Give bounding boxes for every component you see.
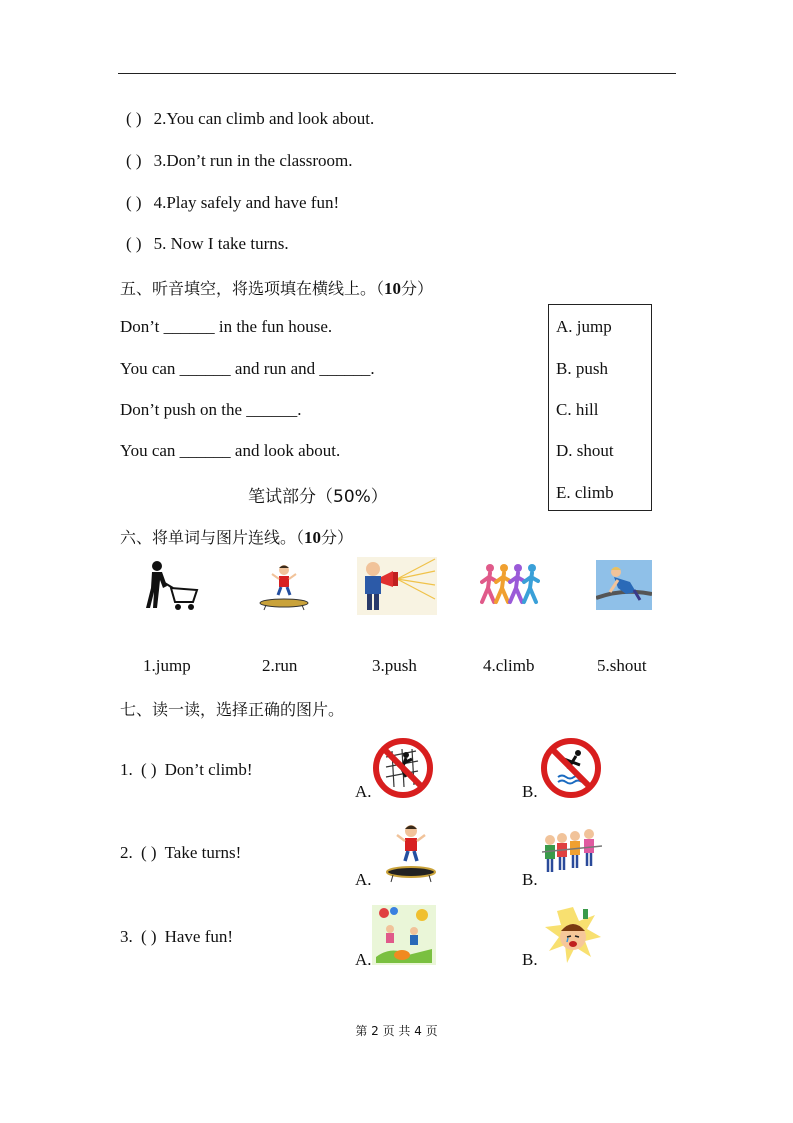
question-number: 1. (120, 760, 133, 779)
item-text: 4.Play safely and have fun! (153, 193, 340, 212)
word-1-jump[interactable]: 1.jump (143, 656, 191, 675)
option-a-label[interactable]: A. (355, 782, 372, 801)
option-b-label[interactable]: B. (522, 782, 538, 801)
fill-sentence-2: You can ______ and run and ______. (120, 359, 375, 378)
item-text: 2.You can climb and look about. (153, 109, 375, 128)
option-e: E. climb (556, 483, 614, 502)
trampoline-jump-icon[interactable] (385, 822, 437, 884)
crying-child-icon[interactable] (543, 905, 603, 965)
judge-item-5 (126, 234, 289, 254)
fill-sentence-4: You can ______ and look about. (120, 441, 341, 460)
written-part-heading: 笔试部分（50%） (248, 487, 388, 507)
judge-item-2 (126, 109, 374, 129)
option-b: B. push (556, 359, 608, 378)
page-footer: 第 2 页 共 4 页 (355, 1024, 438, 1038)
judge-item-3 (126, 151, 353, 171)
option-a-label[interactable]: A. (355, 870, 372, 889)
judge-item-4 (126, 193, 339, 213)
question-number: 2. (120, 843, 133, 862)
no-climbing-sign-icon[interactable] (372, 737, 434, 799)
question-2 (120, 843, 241, 863)
answer-paren[interactable]: ( ) (141, 927, 157, 946)
option-d: D. shout (556, 441, 614, 460)
fill-sentence-3: Don’t push on the ______. (120, 400, 302, 419)
answer-paren[interactable]: ( ) (126, 109, 142, 128)
question-3 (120, 927, 233, 947)
section-7-title: 七、读一读，选择正确的图片。 (120, 700, 345, 719)
question-text: Don’t climb! (164, 760, 253, 779)
option-b-label[interactable]: B. (522, 870, 538, 889)
section-5-title: 五、听音填空，将选项填在横线上。（10分） (120, 279, 434, 298)
answer-paren[interactable]: ( ) (141, 843, 157, 862)
option-a: A. jump (556, 317, 612, 336)
question-1 (120, 760, 253, 780)
shout-megaphone-icon[interactable] (357, 557, 437, 615)
word-5-shout[interactable]: 5.shout (597, 656, 647, 675)
word-2-run[interactable]: 2.run (262, 656, 298, 675)
option-b-label[interactable]: B. (522, 950, 538, 969)
item-text: 3.Don’t run in the classroom. (153, 151, 353, 170)
fill-sentence-1: Don’t ______ in the fun house. (120, 317, 333, 336)
section-6-title: 六、将单词与图片连线。（10分） (120, 528, 354, 547)
word-4-climb[interactable]: 4.climb (483, 656, 535, 675)
question-number: 3. (120, 927, 133, 946)
option-a-label[interactable]: A. (355, 950, 372, 969)
answer-paren[interactable]: ( ) (126, 193, 142, 212)
queue-kids-icon[interactable] (542, 826, 602, 876)
option-c: C. hill (556, 400, 599, 419)
answer-paren[interactable]: ( ) (126, 151, 142, 170)
word-3-push[interactable]: 3.push (372, 656, 417, 675)
answer-paren[interactable]: ( ) (141, 760, 157, 779)
top-rule (118, 73, 676, 74)
playground-fun-icon[interactable] (372, 905, 436, 965)
trampoline-jump-icon[interactable] (258, 563, 310, 611)
climb-icon[interactable] (596, 560, 652, 610)
question-text: Have fun! (164, 927, 234, 946)
item-text: 5. Now I take turns. (153, 234, 289, 253)
no-diving-sign-icon[interactable] (540, 737, 602, 799)
runners-icon[interactable] (480, 562, 540, 610)
answer-paren[interactable]: ( ) (126, 234, 142, 253)
push-cart-icon[interactable] (143, 560, 199, 612)
question-text: Take turns! (164, 843, 242, 862)
